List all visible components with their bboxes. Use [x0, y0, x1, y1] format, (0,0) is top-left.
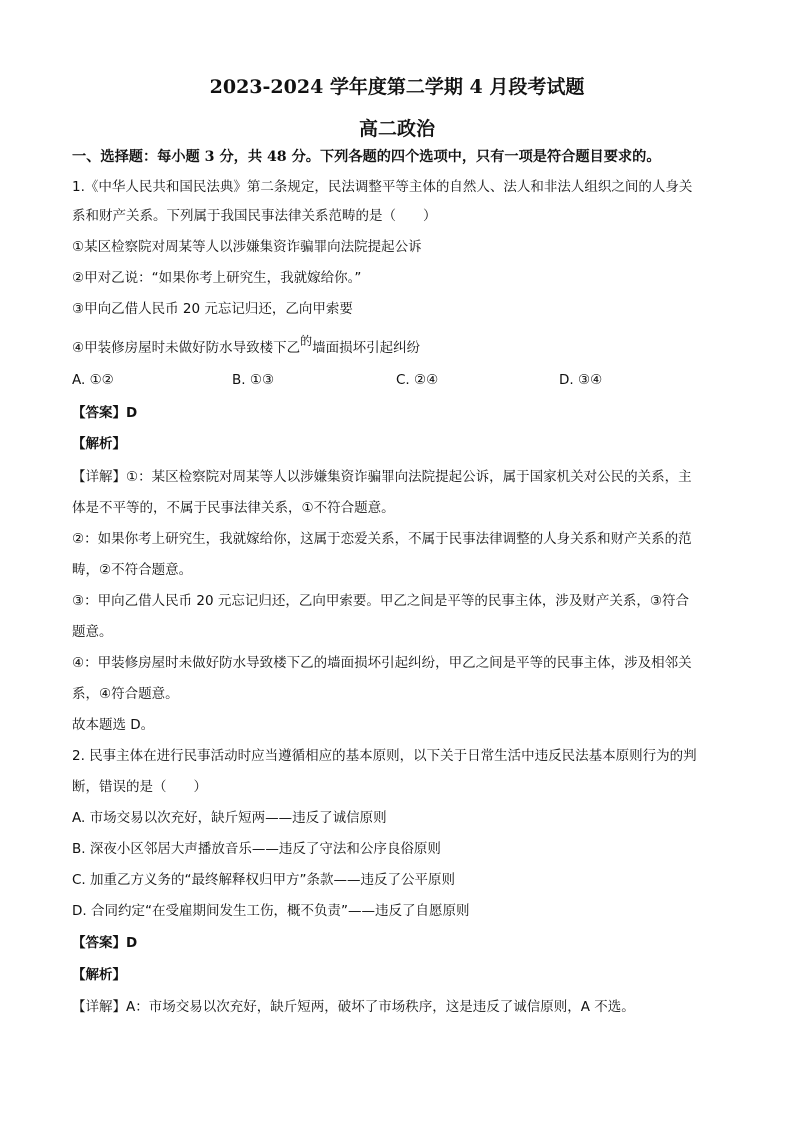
- q1-item-4-text-a: ④甲装修房屋时未做好防水导致楼下乙: [72, 340, 301, 356]
- q1-option-c: C. ②④: [396, 372, 439, 388]
- q1-option-b: B. ①③: [232, 372, 275, 388]
- q1-detail-line2: 体是不平等的，不属于民事法律关系，①不符合题意。: [72, 500, 395, 516]
- q1-option-a: A. ①②: [72, 372, 114, 388]
- q1-answer: 【答案】D: [72, 405, 138, 421]
- q1-stem-line2: 系和财产关系。下列属于我国民事法律关系范畴的是（ ）: [72, 208, 437, 224]
- q2-stem-line2: 断，错误的是（ ）: [72, 779, 207, 795]
- q1-item-1: ①某区检察院对周某等人以涉嫌集资诈骗罪向法院提起公诉: [72, 239, 422, 255]
- q1-item-4-sup: 的: [300, 334, 313, 348]
- q2-answer: 【答案】D: [72, 935, 138, 951]
- page-title: 2023-2024 学年度第二学期 4 月段考试题: [209, 76, 585, 98]
- q2-detail-line1: 【详解】A：市场交易以次充好，缺斤短两，破坏了市场秩序，这是违反了诚信原则，A 不选。: [72, 999, 635, 1015]
- q1-item-4-text-b: 墙面损坏引起纠纷: [312, 340, 421, 356]
- q1-detail-line1: 【详解】①：某区检察院对周某等人以涉嫌集资诈骗罪向法院提起公诉，属于国家机关对公民的关系，主: [72, 469, 692, 485]
- q1-detail-line7: ④：甲装修房屋时未做好防水导致楼下乙的墙面损坏引起纠纷，甲乙之间是平等的民事主体，涉及相邻关: [72, 655, 692, 671]
- q2-analysis-label: 【解析】: [72, 967, 126, 983]
- q1-detail-line6: 题意。: [72, 624, 113, 640]
- q2-option-b: B. 深夜小区邻居大声播放音乐——违反了守法和公序良俗原则: [72, 841, 441, 857]
- q1-option-d: D. ③④: [559, 372, 603, 388]
- q1-item-3: ③甲向乙借人民币 20 元忘记归还，乙向甲索要: [72, 301, 353, 317]
- q2-option-d: D. 合同约定“在受雇期间发生工伤，概不负责”——违反了自愿原则: [72, 903, 470, 919]
- q1-item-4: [72, 334, 732, 358]
- q1-options: [72, 372, 732, 392]
- q1-detail-line4: 畴，②不符合题意。: [72, 562, 193, 578]
- section-heading: 一、选择题：每小题 3 分，共 48 分。下列各题的四个选项中，只有一项是符合题目要求的。: [72, 149, 661, 165]
- page-subtitle: 高二政治: [358, 118, 435, 140]
- q1-analysis-label: 【解析】: [72, 436, 126, 452]
- q1-detail-line3: ②：如果你考上研究生，我就嫁给你，这属于恋爱关系，不属于民事法律调整的人身关系和财产关系的范: [72, 531, 692, 547]
- q2-option-c: C. 加重乙方义务的“最终解释权归甲方”条款——违反了公平原则: [72, 872, 455, 888]
- q1-conclusion: 故本题选 D。: [72, 717, 155, 733]
- q1-item-2: ②甲对乙说：“如果你考上研究生，我就嫁给你。”: [72, 270, 362, 286]
- q1-detail-line8: 系，④符合题意。: [72, 686, 179, 702]
- q2-option-a: A. 市场交易以次充好，缺斤短两——违反了诚信原则: [72, 810, 387, 826]
- q1-detail-line5: ③：甲向乙借人民币 20 元忘记归还，乙向甲索要。甲乙之间是平等的民事主体，涉及财产关系，③符合: [72, 593, 689, 609]
- q1-stem-line1: 1.《中华人民共和国民法典》第二条规定，民法调整平等主体的自然人、法人和非法人组织之间的人身关: [72, 179, 693, 195]
- q2-stem-line1: 2. 民事主体在进行民事活动时应当遵循相应的基本原则，以下关于日常生活中违反民法基本原则行为的判: [72, 748, 697, 764]
